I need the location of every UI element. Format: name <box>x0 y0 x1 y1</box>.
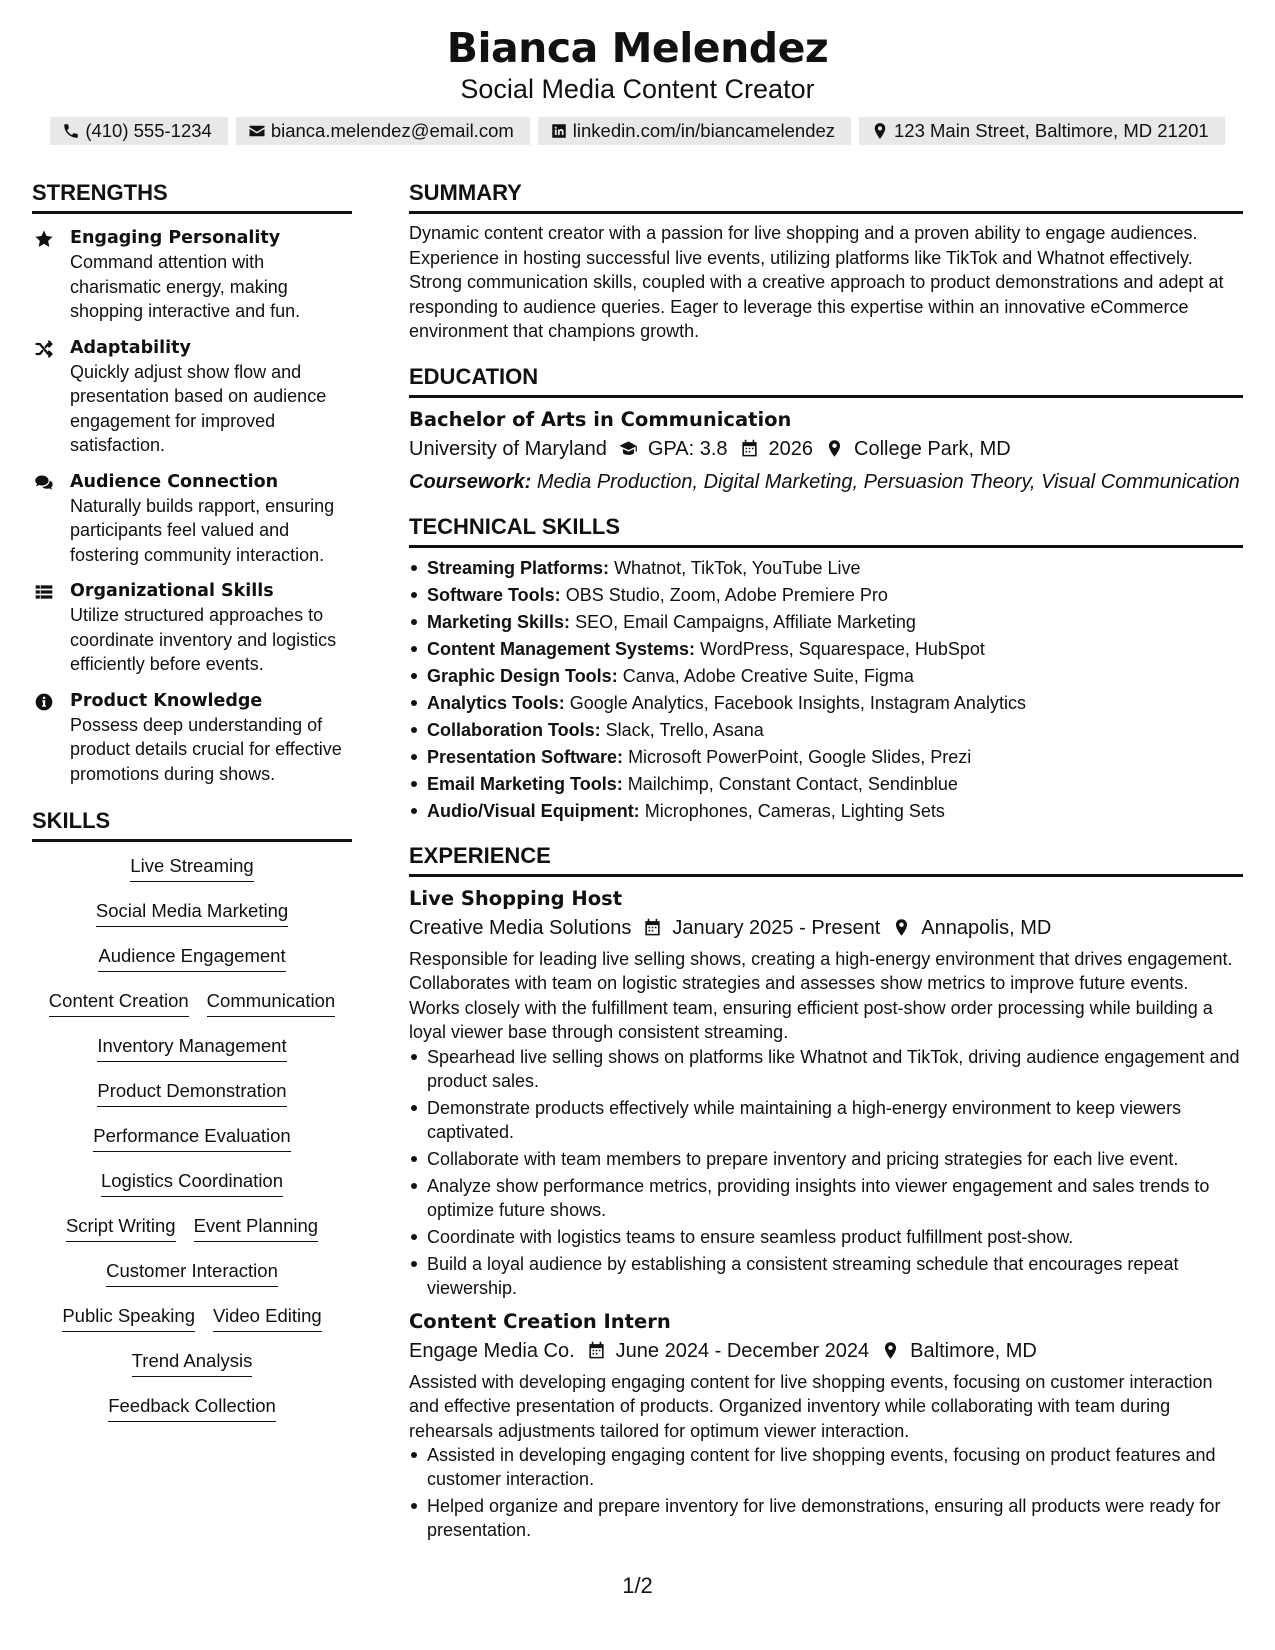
job-dates: January 2025 - Present <box>672 916 881 939</box>
phone-icon <box>62 122 80 140</box>
job-bullets <box>409 1045 1243 1300</box>
list-item: Assisted in developing engaging content for live shopping events, focusing on product features and customer interaction. <box>409 1443 1243 1491</box>
strengths-heading: STRENGTHS <box>32 178 352 214</box>
job-description: Responsible for leading live selling shows, creating a high-energy environment that drives engagement. Collaborates with team on logistic strategies and assesses show metrics to improve future events. Works closely with the fulfillment team, ensuring efficient post-show order processing while building a loyal viewer base through consistent streaming. <box>409 948 1233 1042</box>
skills-list <box>32 854 352 1439</box>
phone-text: (410) 555-1234 <box>85 120 212 141</box>
skill-tag: Audience Engagement <box>98 944 285 972</box>
school-location: College Park, MD <box>854 437 1011 460</box>
list-item: Presentation Software: Microsoft PowerPoint, Google Slides, Prezi <box>409 745 1243 769</box>
job-meta <box>409 913 1243 943</box>
list-item: Software Tools: OBS Studio, Zoom, Adobe Premiere Pro <box>409 583 1243 607</box>
strength-desc: Utilize structured approaches to coordinate inventory and logistics efficiently before events. <box>70 605 337 674</box>
skill-tag: Logistics Coordination <box>101 1169 283 1197</box>
skill-tag: Performance Evaluation <box>93 1124 290 1152</box>
right-column <box>409 178 1243 1545</box>
degree-title: Bachelor of Arts in Communication <box>409 407 792 431</box>
school-name: University of Maryland <box>409 437 607 460</box>
candidate-name: Bianca Melendez <box>446 24 829 72</box>
job-title: Content Creation Intern <box>409 1309 671 1333</box>
phone-chip <box>50 117 228 145</box>
job-entry <box>409 1308 1243 1543</box>
strength-desc: Naturally builds rapport, ensuring participants feel valued and fostering community interaction. <box>70 495 335 565</box>
skill-tag: Video Editing <box>213 1304 322 1332</box>
skill-tag: Public Speaking <box>62 1304 195 1332</box>
skills-heading: SKILLS <box>32 806 352 842</box>
shuffle-icon <box>34 339 54 359</box>
job-location: Baltimore, MD <box>910 1339 1037 1362</box>
address-chip <box>859 117 1225 145</box>
map-pin-icon <box>881 1341 900 1360</box>
list-icon <box>34 582 54 602</box>
contact-bar <box>0 117 1275 145</box>
job-dates: June 2024 - December 2024 <box>615 1339 870 1362</box>
graduation-year: 2026 <box>768 437 814 460</box>
strength-item <box>32 470 352 568</box>
job-bullets <box>409 1443 1243 1542</box>
graduation-cap-icon <box>619 439 638 458</box>
skill-tag: Product Demonstration <box>97 1079 286 1107</box>
candidate-title: Social Media Content Creator <box>460 74 815 104</box>
company-name: Engage Media Co. <box>409 1339 575 1362</box>
page-number: 1/2 <box>622 1573 653 1598</box>
strength-desc: Command attention with charismatic energy, making shopping interactive and fun. <box>70 252 301 321</box>
email-link[interactable]: bianca.melendez@email.com <box>270 120 514 141</box>
info-icon <box>34 692 54 712</box>
list-item: Marketing Skills: SEO, Email Campaigns, Affiliate Marketing <box>409 610 1243 634</box>
star-icon <box>34 229 54 249</box>
calendar-icon <box>587 1341 606 1360</box>
summary-heading: SUMMARY <box>409 178 1243 214</box>
coursework-text: Media Production, Digital Marketing, Persuasion Theory, Visual Communication <box>536 470 1240 493</box>
linkedin-link[interactable]: linkedin.com/in/biancamelendez <box>572 120 836 141</box>
address-text: 123 Main Street, Baltimore, MD 21201 <box>894 120 1209 141</box>
skill-tag: Trend Analysis <box>132 1349 253 1377</box>
list-item: Analytics Tools: Google Analytics, Facebook Insights, Instagram Analytics <box>409 691 1243 715</box>
skill-tag: Live Streaming <box>130 854 253 882</box>
coursework-label: Coursework: <box>409 470 532 493</box>
strength-item <box>32 336 352 458</box>
list-item: Analyze show performance metrics, providing insights into viewer engagement and sales trends to optimize future shows. <box>409 1174 1243 1222</box>
strength-title: Audience Connection <box>70 471 279 492</box>
job-description: Assisted with developing engaging content for live shopping events, focusing on customer interaction and effective presentation of products. Organized inventory while collaborating with team during rehearsals adjustments tailored for optimum viewer interaction. <box>409 1371 1213 1441</box>
strength-desc: Quickly adjust show flow and presentation based on audience engagement for improved satisfaction. <box>70 361 327 455</box>
map-pin-icon <box>871 122 889 140</box>
skill-tag: Communication <box>207 989 336 1017</box>
list-item: Collaboration Tools: Slack, Trello, Asana <box>409 718 1243 742</box>
experience-heading: EXPERIENCE <box>409 841 1243 877</box>
job-title: Live Shopping Host <box>409 886 623 910</box>
coursework <box>409 470 1243 494</box>
skill-tag: Event Planning <box>194 1214 318 1242</box>
education-meta <box>409 434 1243 464</box>
summary-text: Dynamic content creator with a passion for live shopping and a proven ability to engage audiences. Experience in hosting successful live events, utilizing platforms like TikTok and Whatnot effectively. Strong communication skills, coupled with a creative approach to product demonstrations and adept at responding to audience queries. Eager to leverage this expertise within an innovative eCommerce environment that champions growth. <box>409 223 1224 341</box>
strength-item <box>32 226 352 324</box>
strength-title: Product Knowledge <box>70 690 263 711</box>
list-item: Email Marketing Tools: Mailchimp, Constant Contact, Sendinblue <box>409 772 1243 796</box>
calendar-icon <box>643 918 662 937</box>
left-column <box>32 178 352 1439</box>
list-item: Streaming Platforms: Whatnot, TikTok, YouTube Live <box>409 556 1243 580</box>
strength-title: Engaging Personality <box>70 228 281 248</box>
list-item: Graphic Design Tools: Canva, Adobe Creative Suite, Figma <box>409 664 1243 688</box>
list-item: Spearhead live selling shows on platforms like Whatnot and TikTok, driving audience engagement and product sales. <box>409 1045 1243 1093</box>
list-item: Collaborate with team members to prepare inventory and pricing strategies for each live event. <box>409 1147 1243 1171</box>
education-heading: EDUCATION <box>409 362 1243 398</box>
technical-skills-heading: TECHNICAL SKILLS <box>409 512 1243 548</box>
job-entry <box>409 885 1243 1300</box>
map-pin-icon <box>892 918 911 937</box>
strength-title: Organizational Skills <box>70 581 274 601</box>
technical-skills-section <box>409 512 1243 823</box>
job-location: Annapolis, MD <box>921 916 1052 939</box>
technical-skills-list <box>409 556 1243 823</box>
list-item: Coordinate with logistics teams to ensure seamless product fulfillment post-show. <box>409 1225 1243 1249</box>
linkedin-chip[interactable] <box>538 117 851 145</box>
skill-tag: Social Media Marketing <box>96 899 288 927</box>
experience-section <box>409 841 1243 1543</box>
strength-desc: Possess deep understanding of product details crucial for effective promotions during shows. <box>70 714 342 784</box>
list-item: Build a loyal audience by establishing a consistent streaming schedule that encourages repeat viewership. <box>409 1252 1243 1300</box>
email-chip[interactable] <box>236 117 530 145</box>
skill-tag: Inventory Management <box>97 1034 286 1062</box>
skill-tag: Content Creation <box>49 989 189 1017</box>
list-item: Helped organize and prepare inventory for live demonstrations, ensuring all products were ready for presentation. <box>409 1494 1243 1542</box>
list-item: Audio/Visual Equipment: Microphones, Cameras, Lighting Sets <box>409 799 1243 823</box>
gpa-text: GPA: 3.8 <box>647 437 728 460</box>
skill-tag: Feedback Collection <box>108 1394 276 1422</box>
list-item: Content Management Systems: WordPress, Squarespace, HubSpot <box>409 637 1243 661</box>
map-pin-icon <box>825 439 844 458</box>
comments-icon <box>34 473 54 493</box>
calendar-icon <box>740 439 759 458</box>
linkedin-icon <box>550 122 568 140</box>
skill-tag: Script Writing <box>66 1214 176 1242</box>
job-meta <box>409 1336 1243 1366</box>
skill-tag: Customer Interaction <box>106 1259 278 1287</box>
resume-header <box>0 22 1275 145</box>
strength-item <box>32 579 352 677</box>
list-item: Demonstrate products effectively while maintaining a high-energy environment to keep viewers captivated. <box>409 1096 1243 1144</box>
strength-title: Adaptability <box>70 337 191 358</box>
education-section <box>409 362 1243 494</box>
envelope-icon <box>248 122 266 140</box>
strength-item <box>32 689 352 787</box>
company-name: Creative Media Solutions <box>409 916 632 939</box>
